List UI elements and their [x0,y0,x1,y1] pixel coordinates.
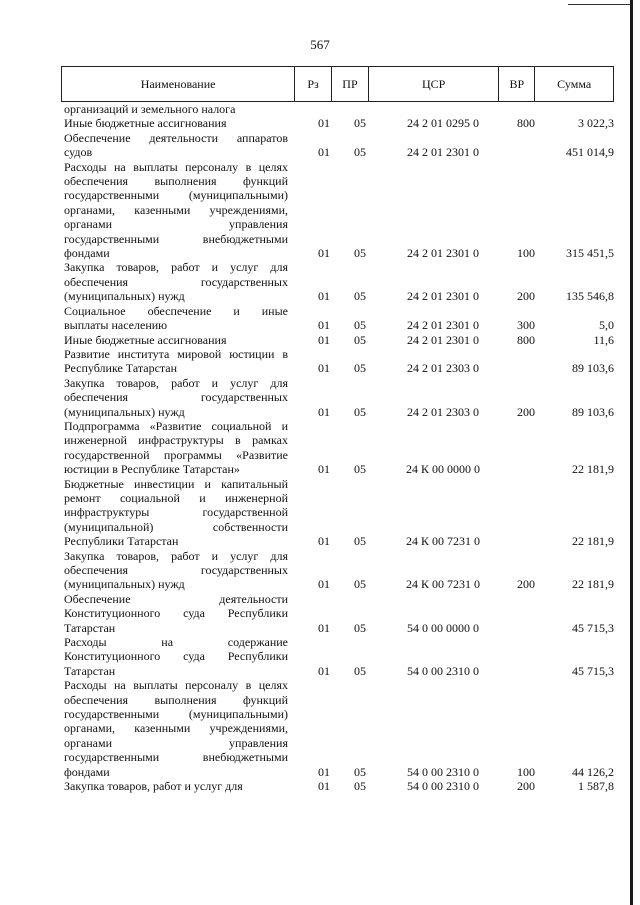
cell-rz: 01 [318,663,330,678]
cell-pr: 05 [354,332,366,347]
cell-csr: 54 0 00 2310 0 [407,764,479,779]
row-name [64,779,288,793]
row-name-line: Обеспечение деятельности [64,591,288,606]
row-name-line: судов [64,145,93,160]
row-name-line: (муниципальных) нужд [64,577,185,592]
cell-pr: 05 [354,361,366,376]
cell-rz: 01 [318,779,330,794]
table-row [64,477,619,549]
row-name-line: Конституционного суда Республики [64,606,288,621]
cell-pr: 05 [354,318,366,333]
cell-vr: 800 [517,116,535,131]
cell-pr: 05 [354,116,366,131]
cell-pr: 05 [354,663,366,678]
table-body [64,102,619,794]
row-name [64,347,288,376]
cell-rz: 01 [318,116,330,131]
row-name-line: Республики Татарстан [64,534,179,549]
table-row [64,347,619,376]
header-name: Наименование [140,76,216,91]
cell-csr: 24 2 01 2301 0 [407,318,479,333]
row-name-line: обеспечения выполнения функций [64,692,288,707]
cell-vr: 100 [517,246,535,261]
table-row [64,260,619,303]
table-row [64,131,619,160]
header-sum: Сумма [534,67,613,101]
cell-vr: 200 [517,779,535,794]
row-name-line: Иные бюджетные ассигнования [64,116,227,131]
table-row [64,160,619,261]
table-row [64,333,619,347]
cell-pr: 05 [354,246,366,261]
cell-csr: 24 К 00 7231 0 [405,577,480,592]
table-row [64,116,619,130]
row-name [64,592,288,635]
row-name-line: органами управления [64,735,288,750]
cell-vr: 200 [517,404,535,419]
cell-csr: 24 2 01 2303 0 [407,361,479,376]
cell-rz: 01 [318,577,330,592]
row-name-line: государственными (муниципальными) [64,707,288,722]
cell-csr: 24 К 00 0000 0 [405,462,480,477]
row-name-line: Иные бюджетные ассигнования [64,332,227,347]
row-name-line: органами управления [64,217,288,232]
row-name-line: выплаты населению [64,318,168,333]
row-name [64,160,288,261]
table-row [64,304,619,333]
row-name-line: обеспечения государственных [64,274,288,289]
cell-rz: 01 [318,318,330,333]
row-name-line: Закупка товаров, работ и услуг для [64,375,288,390]
row-name-line: Расходы на выплаты персоналу в целях [64,159,288,174]
page-edge-shadow [630,0,633,905]
row-name-line: государственными внебюджетными [64,750,288,765]
cell-rz: 01 [318,145,330,160]
cell-sum: 89 103,6 [572,404,614,419]
row-name-line: Развитие института мировой юстиции в [64,346,288,361]
row-name-line: инженерной инфраструктуры в рамках [64,433,288,448]
cell-vr: 200 [517,289,535,304]
cell-csr: 24 2 01 2301 0 [407,246,479,261]
cell-rz: 01 [318,361,330,376]
row-name-line: органами, казенными учреждениями, [64,202,288,217]
cell-csr: 24 2 01 2301 0 [407,145,479,160]
row-name-line: юстиции в Республике Татарстан» [64,462,240,477]
row-name [64,304,288,333]
table-row [64,102,619,116]
cell-rz: 01 [318,246,330,261]
row-name [64,260,288,303]
row-name [64,419,288,477]
header-rz: Рз [294,67,331,101]
cell-pr: 05 [354,764,366,779]
row-name-line: Татарстан [64,620,116,635]
cell-vr: 100 [517,764,535,779]
cell-rz: 01 [318,289,330,304]
cell-vr: 800 [517,332,535,347]
row-name-line: органами, казенными учреждениями, [64,721,288,736]
cell-pr: 05 [354,145,366,160]
table-row [64,592,619,635]
cell-sum: 45 715,3 [572,663,614,678]
row-name-line: фондами [64,764,110,779]
row-name-line: Расходы на содержание [64,635,288,650]
cell-rz: 01 [318,462,330,477]
cell-pr: 05 [354,534,366,549]
row-name [64,333,288,347]
row-name-line: Закупка товаров, работ и услуг для [64,779,243,794]
row-name-line: организаций и земельного налога [64,102,236,116]
cell-sum: 451 014,9 [566,145,614,160]
cell-csr: 24 2 01 0295 0 [407,116,479,131]
cell-csr: 24 2 01 2301 0 [407,332,479,347]
cell-csr: 54 0 00 2310 0 [407,779,479,794]
row-name [64,376,288,419]
cell-sum: 45 715,3 [572,620,614,635]
row-name-line: (муниципальных) нужд [64,289,185,304]
cell-sum: 89 103,6 [572,361,614,376]
cell-sum: 3 022,3 [578,116,614,131]
table-header [61,66,614,102]
row-name-line: Социальное обеспечение и иные [64,303,288,318]
cell-sum: 135 546,8 [566,289,614,304]
cell-pr: 05 [354,779,366,794]
header-vr: ВР [498,67,534,101]
cell-sum: 315 451,5 [566,246,614,261]
table-row [64,678,619,779]
row-name-line: Бюджетные инвестиции и капитальный [64,476,288,491]
row-name-line: ремонт социальной и инженерной [64,490,288,505]
cell-vr: 200 [517,577,535,592]
row-name [64,131,288,160]
scan-artifact-line [568,4,630,5]
row-name [64,635,288,678]
row-name-line: Конституционного суда Республики [64,649,288,664]
cell-sum: 22 181,9 [572,534,614,549]
cell-rz: 01 [318,404,330,419]
header-pr: ПР [331,67,368,101]
row-name-line: Закупка товаров, работ и услуг для [64,260,288,275]
header-csr: ЦСР [368,67,499,101]
table-row [64,779,619,793]
table-row [64,635,619,678]
table-row [64,549,619,592]
row-name-line: обеспечения выполнения функций [64,174,288,189]
cell-pr: 05 [354,404,366,419]
row-name-line: обеспечения государственных [64,390,288,405]
row-name-line: государственными внебюджетными [64,231,288,246]
cell-rz: 01 [318,620,330,635]
table-row [64,376,619,419]
row-name-line: обеспечения государственных [64,563,288,577]
table-row [64,419,619,477]
cell-pr: 05 [354,620,366,635]
cell-vr: 300 [517,318,535,333]
cell-sum: 11,6 [593,332,614,347]
cell-csr: 24 2 01 2303 0 [407,404,479,419]
cell-sum: 22 181,9 [572,462,614,477]
row-name [64,477,288,549]
cell-csr: 54 0 00 2310 0 [407,663,479,678]
cell-pr: 05 [354,289,366,304]
row-name-line: инфраструктуры государственной [64,505,288,520]
row-name-line: государственными (муниципальными) [64,188,288,203]
cell-csr: 24 2 01 2301 0 [407,289,479,304]
cell-sum: 22 181,9 [572,577,614,592]
page-number: 567 [310,37,330,52]
row-name-line: Подпрограмма «Развитие социальной и [64,418,288,433]
cell-sum: 1 587,8 [578,779,614,794]
row-name-line: Закупка товаров, работ и услуг для [64,548,288,563]
cell-sum: 5,0 [599,318,614,333]
row-name [64,549,288,592]
cell-pr: 05 [354,577,366,592]
row-name-line: (муниципальной) собственности [64,519,288,534]
cell-csr: 54 0 00 0000 0 [407,620,479,635]
row-name [64,102,288,116]
row-name-line: (муниципальных) нужд [64,404,185,419]
cell-sum: 44 126,2 [572,764,614,779]
row-name-line: государственной программы «Развитие [64,447,288,462]
row-name-line: Расходы на выплаты персоналу в целях [64,678,288,693]
cell-rz: 01 [318,764,330,779]
cell-rz: 01 [318,332,330,347]
row-name-line: Обеспечение деятельности аппаратов [64,130,288,145]
cell-pr: 05 [354,462,366,477]
cell-csr: 24 К 00 7231 0 [405,534,480,549]
row-name [64,678,288,779]
cell-rz: 01 [318,534,330,549]
row-name [64,116,288,130]
row-name-line: Республике Татарстан [64,361,178,376]
row-name-line: фондами [64,246,110,261]
row-name-line: Татарстан [64,663,116,678]
